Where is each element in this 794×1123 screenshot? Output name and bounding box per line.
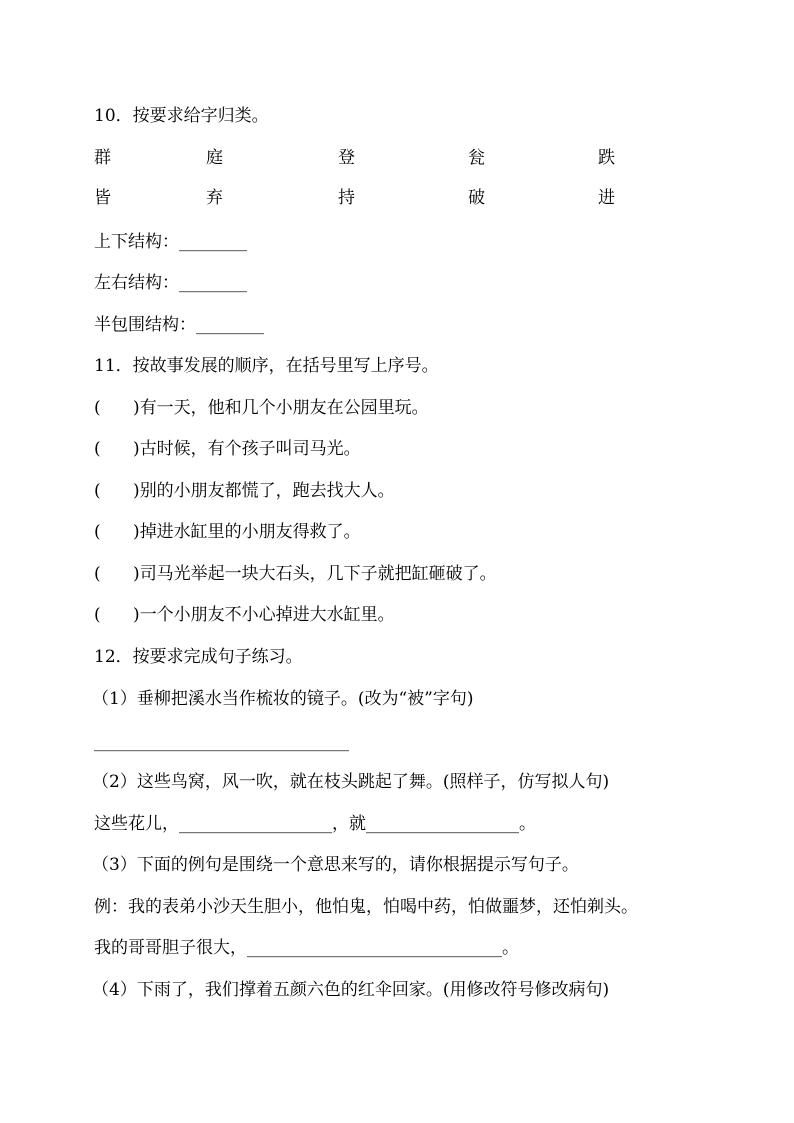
q12-title: 12．按要求完成句子练习。 xyxy=(94,647,303,667)
q12-part4: （4）下雨了，我们撑着五颜六色的红伞回家。(用修改符号修改病句) xyxy=(92,980,610,1000)
q12-part3-example: 例：我的表弟小沙天生胆小，他怕鬼，怕喝中药，怕做噩梦，还怕剃头。 xyxy=(94,897,638,917)
char: 瓮 xyxy=(468,148,485,168)
order-item[interactable]: ( )司马光举起一块大石头，几下子就把缸砸破了。 xyxy=(94,564,497,584)
char: 皆 xyxy=(94,188,111,208)
char-row-1 xyxy=(94,146,694,170)
order-item[interactable]: ( )一个小朋友不小心掉进大水缸里。 xyxy=(94,605,395,625)
char: 庭 xyxy=(206,148,223,168)
order-item[interactable]: ( )别的小朋友都慌了，跑去找大人。 xyxy=(94,481,395,501)
q11-title: 11．按故事发展的顺序，在括号里写上序号。 xyxy=(94,356,439,376)
order-item[interactable]: ( )古时候，有个孩子叫司马光。 xyxy=(94,439,361,459)
q10-title: 10．按要求给字归类。 xyxy=(94,106,269,126)
char: 破 xyxy=(468,188,485,208)
fill-half-enclosed[interactable]: 半包围结构：________ xyxy=(94,315,264,335)
q12-part2-fill[interactable]: 这些花儿，__________________，就__________________。 xyxy=(94,814,536,834)
char: 弃 xyxy=(206,188,223,208)
q12-part3-fill[interactable]: 我的哥哥胆子很大，______________________________。 xyxy=(94,938,519,958)
char: 群 xyxy=(94,148,111,168)
fill-left-right[interactable]: 左右结构：________ xyxy=(94,273,247,293)
q12-part1: （1）垂柳把溪水当作梳妆的镜子。(改为“被”字句) xyxy=(92,689,474,709)
order-item[interactable]: ( )掉进水缸里的小朋友得救了。 xyxy=(94,522,361,542)
char: 持 xyxy=(338,188,355,208)
q12-part3: （3）下面的例句是围绕一个意思来写的，请你根据提示写句子。 xyxy=(92,855,579,875)
char: 进 xyxy=(598,188,615,208)
q12-part1-answer-line[interactable]: ______________________________ xyxy=(94,732,349,752)
order-item[interactable]: ( )有一天，他和几个小朋友在公园里玩。 xyxy=(94,398,429,418)
fill-top-bottom[interactable]: 上下结构：________ xyxy=(94,232,247,252)
char: 跌 xyxy=(598,148,615,168)
char: 登 xyxy=(338,148,355,168)
char-row-2 xyxy=(94,186,694,210)
q12-part2: （2）这些鸟窝，风一吹，就在枝头跳起了舞。(照样子，仿写拟人句) xyxy=(92,772,610,792)
